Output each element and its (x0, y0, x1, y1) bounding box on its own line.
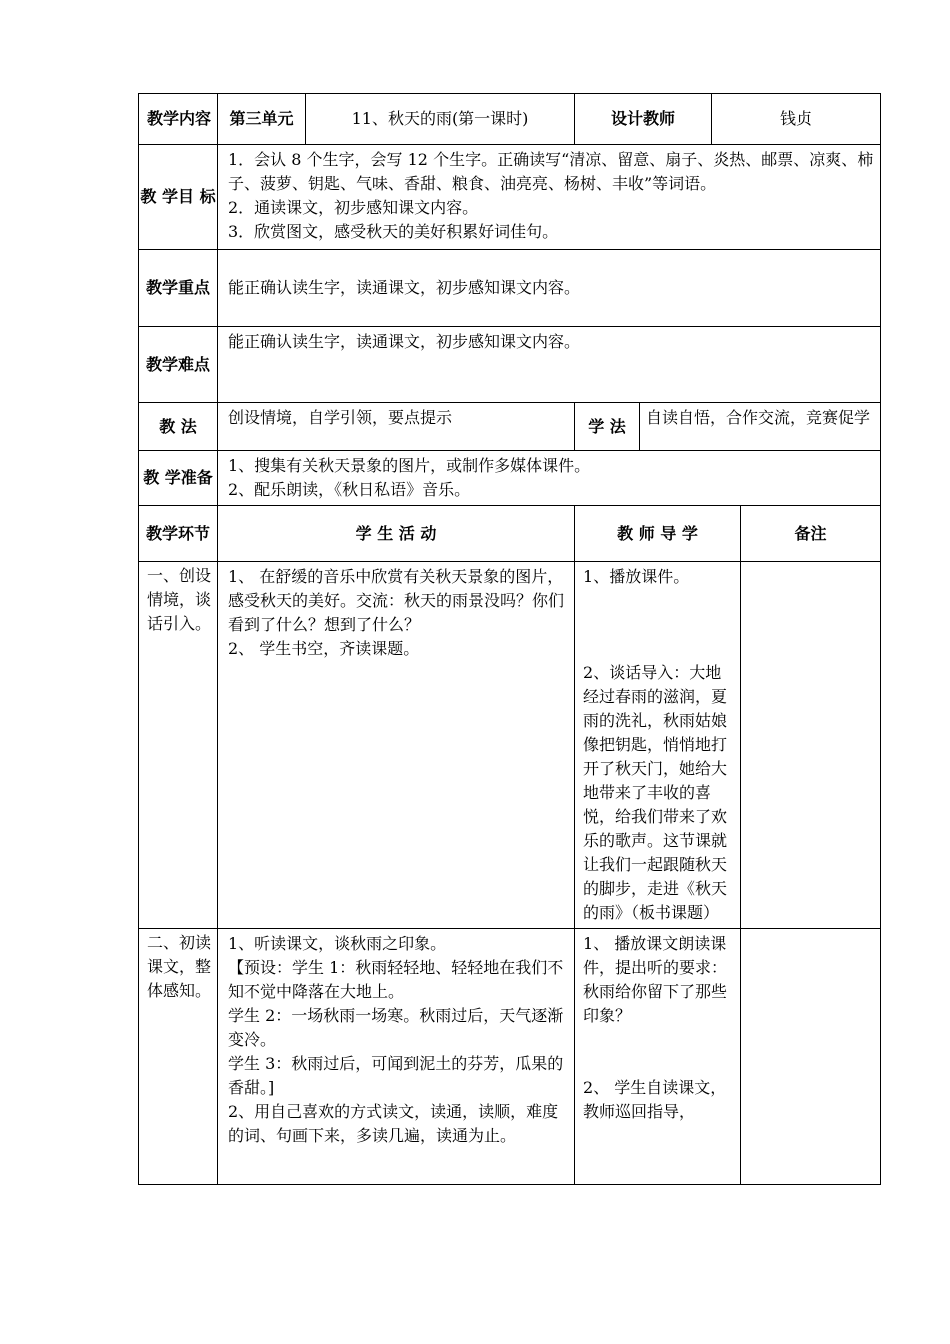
student-step: 1、听读课文，谈秋雨之印象。 (228, 934, 447, 953)
difficulties-label: 教学难点 (139, 327, 218, 403)
learn-method-label: 学 法 (575, 403, 640, 451)
student-step: 2、 学生书空，齐读课题。 (228, 639, 420, 658)
teacher-guide (575, 562, 741, 929)
student-step: 2、用自己喜欢的方式读文，读通，读顺，难度的词、句画下来，多读几遍，读通为止。 (228, 1102, 559, 1145)
lesson-title: 11、秋天的雨(第一课时) (306, 94, 575, 145)
phase-name: 一、创设情境，谈话引入。 (139, 562, 218, 929)
goals-label: 教 学目 标 (139, 145, 218, 250)
designer-name: 钱贞 (712, 94, 881, 145)
goals-content (218, 145, 881, 250)
teacher-guide-header: 教 师 导 学 (575, 506, 741, 562)
teacher-step: 1、播放课件。 (583, 567, 690, 586)
lesson-plan-table (138, 93, 880, 1185)
difficulties-text: 能正确认读生字，读通课文，初步感知课文内容。 (218, 327, 881, 403)
key-points-text: 能正确认读生字，读通课文，初步感知课文内容。 (218, 250, 881, 327)
prep-content (218, 451, 881, 506)
unit-cell: 第三单元 (218, 94, 306, 145)
phase-header: 教学环节 (139, 506, 218, 562)
teach-method-text: 创设情境，自学引领，要点提示 (218, 403, 575, 451)
content-label: 教学内容 (139, 94, 218, 145)
phase-name: 二、初读课文，整体感知。 (139, 929, 218, 1185)
prep-item: 1、搜集有关秋天景象的图片，或制作多媒体课件。 (228, 456, 591, 475)
key-points-label: 教学重点 (139, 250, 218, 327)
student-activity (218, 562, 575, 929)
note-header: 备注 (741, 506, 881, 562)
student-step: 【预设：学生 1：秋雨轻轻地、轻轻地在我们不知不觉中降落在大地上。 (228, 958, 564, 1001)
teacher-step: 1、 播放课文朗读课件，提出听的要求：秋雨给你留下了那些印象？ (583, 934, 728, 1025)
teacher-step: 2、 学生自读课文，教师巡回指导， (583, 1078, 727, 1121)
student-activity-header: 学 生 活 动 (218, 506, 575, 562)
goal-item: 2．通读课文，初步感知课文内容。 (228, 198, 479, 217)
note-cell (741, 562, 881, 929)
student-step: 1、 在舒缓的音乐中欣赏有关秋天景象的图片，感受秋天的美好。交流：秋天的雨景没吗？你们看到了什么？想到了什么？ (228, 567, 565, 634)
learn-method-text: 自读自悟，合作交流，竞赛促学 (640, 403, 881, 451)
goal-item: 1．会认 8 个生字，会写 12 个生字。正确读写“清凉、留意、扇子、炎热、邮票、凉爽、柿子、菠萝、钥匙、气味、香甜、粮食、油亮亮、杨树、丰收”等词语。 (228, 150, 874, 193)
student-step: 学生 2：一场秋雨一场寒。秋雨过后，天气逐渐变冷。 (228, 1006, 564, 1049)
student-activity (218, 929, 575, 1185)
student-step: 学生 3：秋雨过后，可闻到泥土的芬芳，瓜果的香甜。] (228, 1054, 564, 1097)
teach-method-label: 教 法 (139, 403, 218, 451)
note-cell (741, 929, 881, 1185)
prep-item: 2、配乐朗读，《秋日私语》音乐。 (228, 480, 471, 499)
prep-label: 教 学准备 (139, 451, 218, 506)
teacher-step: 2、谈话导入：大地经过春雨的滋润，夏雨的洗礼，秋雨姑娘像把钥匙，悄悄地打开了秋天门，她给大地带来了丰收的喜悦，给我们带来了欢乐的歌声。这节课就让我们一起跟随秋天的脚步，走进《秋天的雨》（板书课题） (583, 663, 728, 922)
goal-item: 3．欣赏图文，感受秋天的美好积累好词佳句。 (228, 222, 559, 241)
teacher-guide (575, 929, 741, 1185)
designer-label: 设计教师 (575, 94, 712, 145)
